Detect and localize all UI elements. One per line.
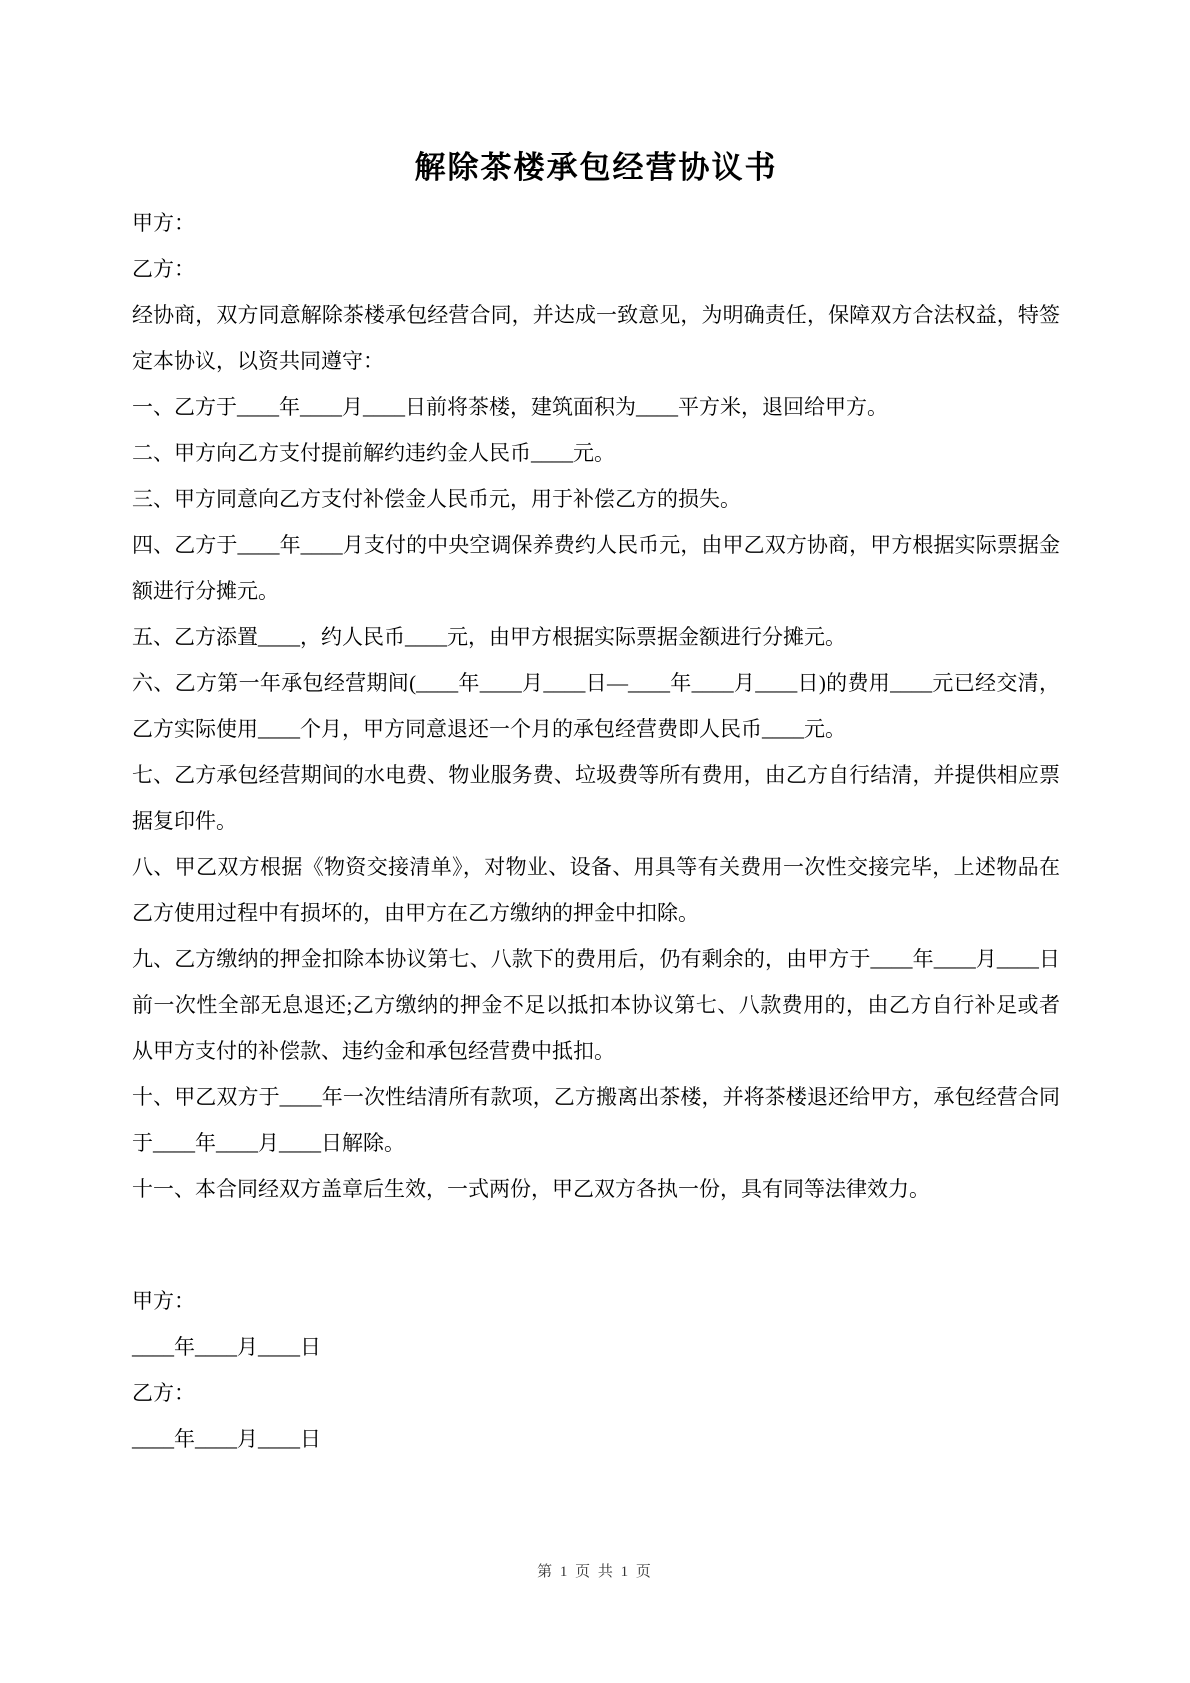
signature-party-a-date: ____年____月____日 [132,1335,321,1359]
signature-party-b-label: 乙方： [132,1381,195,1405]
signature-block [132,1278,1060,1462]
clause-8: 八、甲乙双方根据《物资交接清单》，对物业、设备、用具等有关费用一次性交接完毕，上述物品在乙方使用过程中有损坏的，由甲方在乙方缴纳的押金中扣除。 [132,855,1060,925]
clause-10: 十、甲乙双方于____年一次性结清所有款项，乙方搬离出茶楼，并将茶楼退还给甲方，承包经营合同于____年____月____日解除。 [132,1085,1060,1155]
document-title: 解除茶楼承包经营协议书 [414,150,778,185]
clause-11: 十一、本合同经双方盖章后生效，一式两份，甲乙双方各执一份，具有同等法律效力。 [132,1177,930,1201]
clause-7: 七、乙方承包经营期间的水电费、物业服务费、垃圾费等所有费用，由乙方自行结清，并提供相应票据复印件。 [132,763,1060,833]
party-a-label: 甲方： [132,211,195,235]
clause-9: 九、乙方缴纳的押金扣除本协议第七、八款下的费用后，仍有剩余的，由甲方于____年____月____日前一次性全部无息退还;乙方缴纳的押金不足以抵扣本协议第七、八款费用的，由乙方自行补足或者从甲方支付的补偿款、违约金和承包经营费中抵扣。 [132,947,1060,1063]
clause-6: 六、乙方第一年承包经营期间(____年____月____日—____年____月____日)的费用____元已经交清，乙方实际使用____个月，甲方同意退还一个月的承包经营费即人民币____元。 [132,671,1060,741]
clause-2: 二、甲方向乙方支付提前解约违约金人民币____元。 [132,441,615,465]
signature-party-a-label: 甲方： [132,1289,195,1313]
clause-4: 四、乙方于____年____月支付的中央空调保养费约人民币元，由甲乙双方协商，甲方根据实际票据金额进行分摊元。 [132,533,1060,603]
clause-3: 三、甲方同意向乙方支付补偿金人民币元，用于补偿乙方的损失。 [132,487,741,511]
clause-5: 五、乙方添置____，约人民币____元，由甲方根据实际票据金额进行分摊元。 [132,625,846,649]
preamble: 经协商，双方同意解除茶楼承包经营合同，并达成一致意见，为明确责任，保障双方合法权益，特签定本协议，以资共同遵守： [132,303,1060,373]
party-b-label: 乙方： [132,257,195,281]
page-number-footer: 第 1 页 共 1 页 [537,1564,653,1580]
clause-1: 一、乙方于____年____月____日前将茶楼，建筑面积为____平方米，退回给甲方。 [132,395,888,419]
signature-party-b-date: ____年____月____日 [132,1427,321,1451]
